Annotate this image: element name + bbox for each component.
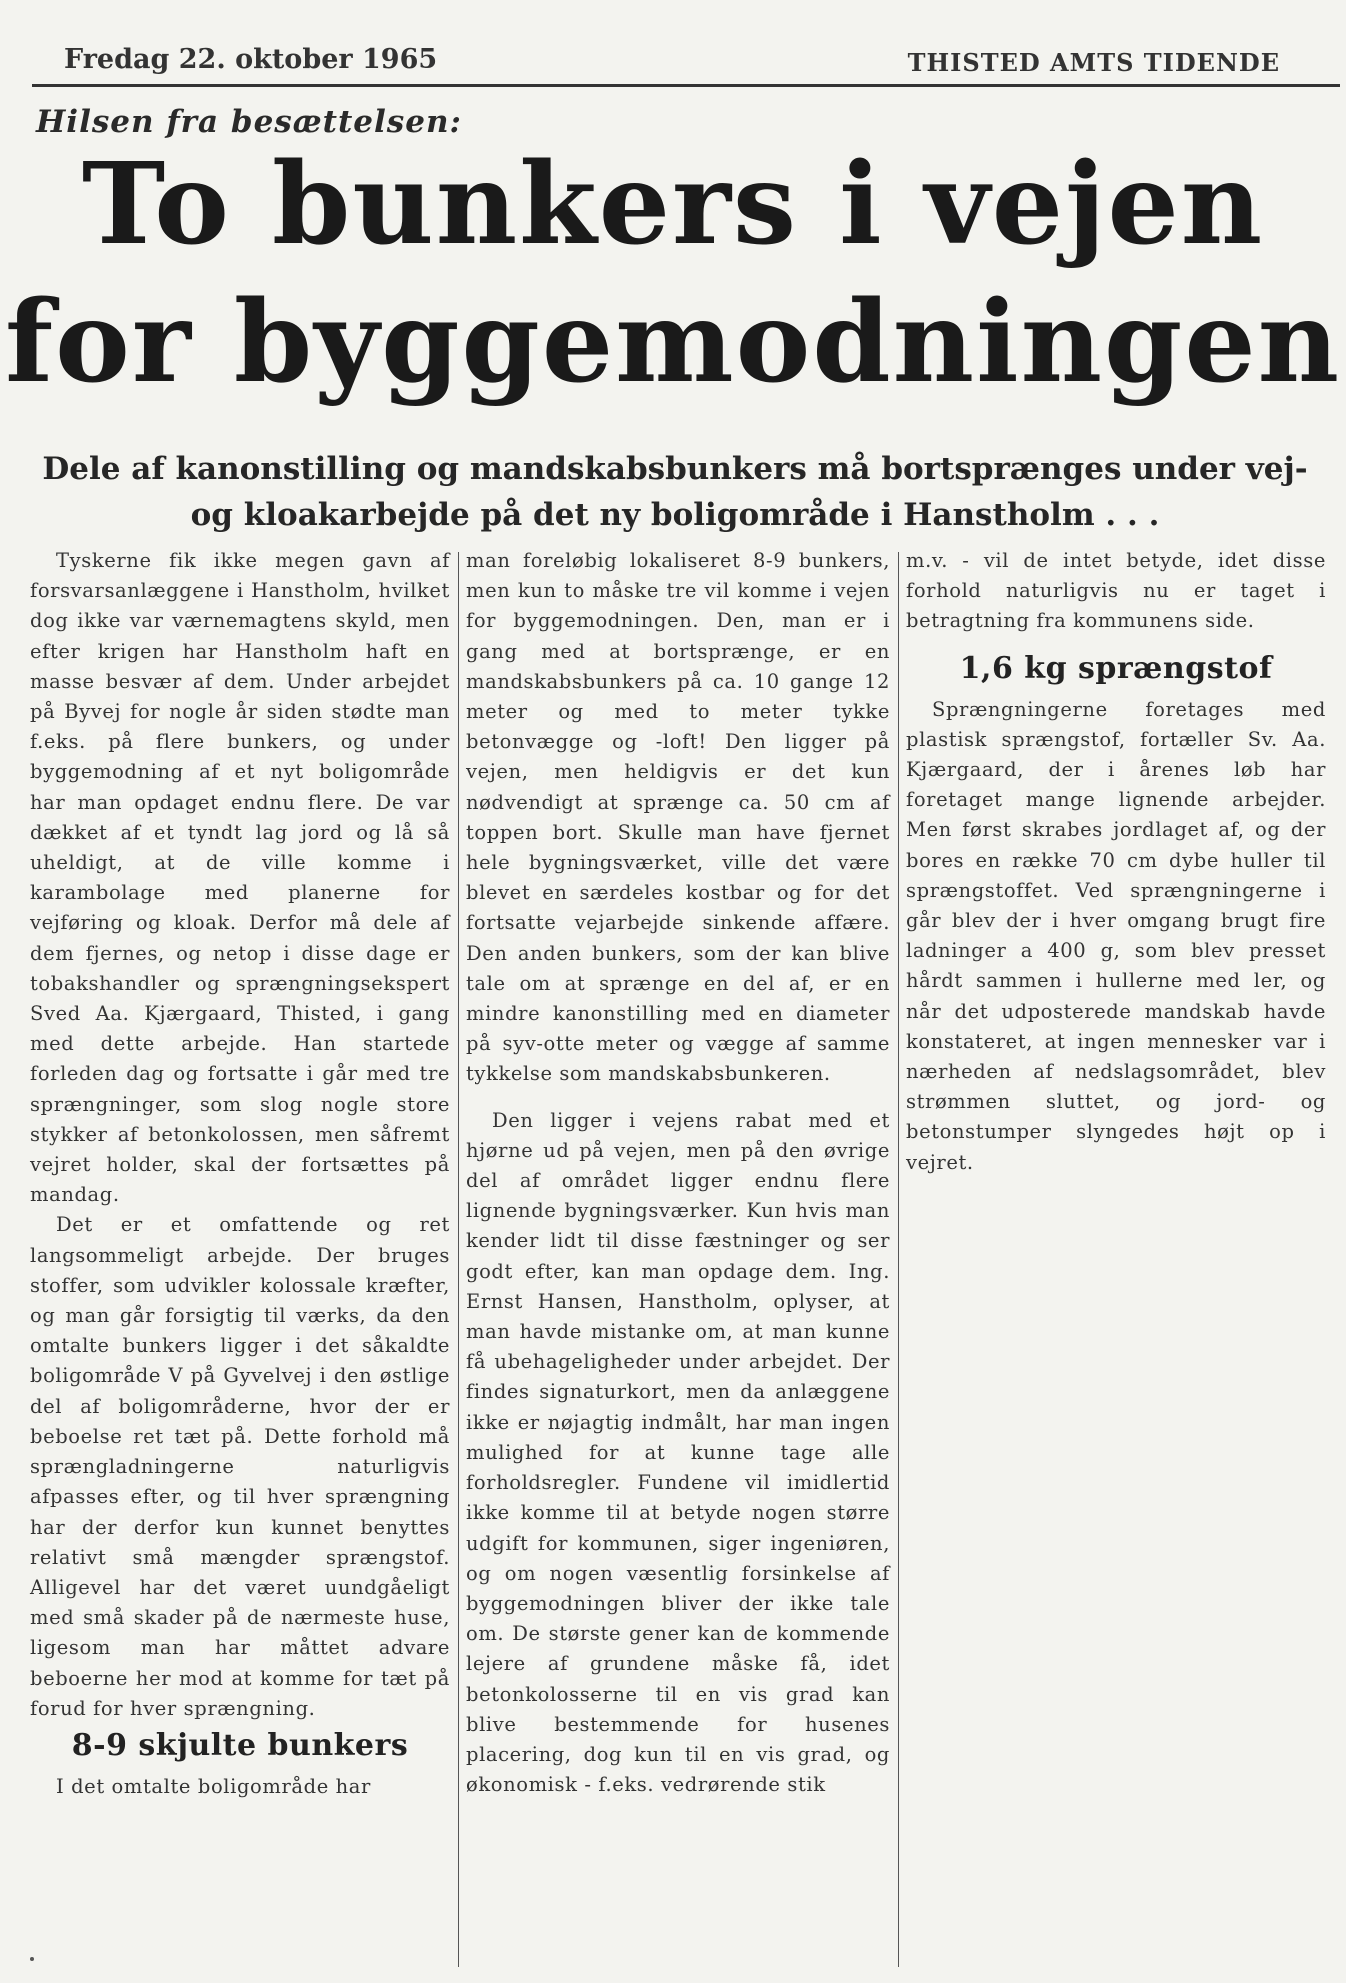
- masthead: [32, 40, 1340, 87]
- newspaper-name: THISTED AMTS TIDENDE: [907, 48, 1280, 77]
- subheading: 8-9 skjulte bunkers: [71, 1727, 409, 1763]
- article-column-3: [906, 546, 1326, 1178]
- article-headline: To bunkers i vejen for byggemodningen: [4, 139, 1342, 408]
- column-divider: [898, 552, 899, 1967]
- paragraph: I det omtalte boligområde har: [56, 1774, 371, 1798]
- paragraph: Den ligger i vejens rabat med et hjørne ud på vejen, men på den øvrige del af området ligger endnu flere lignende bygningsværker. Kun hvis man kender lidt til disse fæstninger og ser godt efter, kan man opdage dem. Ing. Ernst Hansen, Hanstholm, oplyser, at man havde mistanke om, at man kunne få ubehageligheder under arbejdet. Der findes signaturkort, men da anlæggene ikke er nøjagtig indmålt, har man ingen mulighed for at kunne tage alle forholdsregler. Fundene vil imidlertid ikke komme til at betyde nogen større udgift for kommunen, siger ingeniøren, og om nogen væsentlig forsinkelse af byggemodningen bliver der ikke tale om. De største gener kan de kommende lejere af grundene måske få, idet betonkolosserne til en vis grad kan blive bestemmende for husenes placering, dog kun til en vis grad, og økonomisk - f.eks. vedrørende stik: [466, 1108, 890, 1797]
- issue-date: Fredag 22. oktober 1965: [64, 44, 438, 75]
- print-speck: [30, 1957, 34, 1961]
- paragraph: man foreløbig lokaliseret 8-9 bunkers, men kun to måske tre vil komme i vejen for byggemodningen. Den, man er i gang med at bortsprænge, er en mandskabsbunkers på ca. 10 gange 12 meter og med to meter tykke betonvægge og -loft! Den ligger på vejen, men heldigvis er det kun nødvendigt at sprænge ca. 50 cm af toppen bort. Skulle man have fjernet hele bygningsværket, ville det være blevet en særdeles kostbar og for det fortsatte vejarbejde sinkende affære. Den anden bunkers, som der kan blive tale om at sprænge en del af, er en mindre kanonstilling med en diameter på syv-otte meter og vægge af samme tykkelse som mandskabsbunkeren.: [466, 549, 890, 1086]
- article-kicker: Hilsen fra besættelsen:: [36, 104, 462, 140]
- column-divider: [458, 552, 459, 1967]
- article-column-1: [30, 546, 450, 1966]
- article-column-2: [466, 546, 890, 1976]
- subheading: 1,6 kg sprængstof: [959, 650, 1273, 686]
- paragraph: Tyskerne fik ikke megen gavn af forsvarsanlæggene i Hanstholm, hvilket dog ikke var værnemagtens skyld, men efter krigen har Hanstholm haft en masse besvær af dem. Under arbejdet på Byvej for nogle år siden stødte man f.eks. på flere bunkers, og under byggemodning af et nyt boligområde har man opdaget endnu flere. De var dækket af et tyndt lag jord og lå så uheldigt, at de ville komme i karambolage med planerne for vejføring og kloak. Derfor må dele af dem fjernes, og netop i disse dage er tobakshandler og sprængningsekspert Sved Aa. Kjærgaard, Thisted, i gang med dette arbejde. Han startede forleden dag og fortsatte i går med tre sprængninger, som slog nogle store stykker af betonkolossen, men såfremt vejret holder, skal der fortsættes på mandag.: [30, 549, 450, 1207]
- paragraph: Sprængningerne foretages med plastisk sprængstof, fortæller Sv. Aa. Kjærgaard, der i årenes løb har foretaget mange lignende arbejder. Men først skrabes jordlaget af, og der bores en række 70 cm dybe huller til sprængstoffet. Ved sprængningerne i går blev der i hver omgang brugt fire ladninger a 400 g, som blev presset hårdt sammen i hullerne med ler, og når det udposterede mandskab havde konstateret, at ingen mennesker var i nærheden af nedslagsområdet, blev strømmen sluttet, og jord- og betonstumper slyngedes højt op i vejret.: [906, 697, 1326, 1174]
- paragraph: Det er et omfattende og ret langsommeligt arbejde. Der bruges stoffer, som udvikler kolossale kræfter, og man går forsigtig til værks, da den omtalte bunkers ligger i det såkaldte boligområde V på Gyvelvej i den østlige del af boligområderne, hvor der er beboelse ret tæt på. Dette forhold må sprængladningerne naturligvis afpasses efter, og til hver sprængning har der derfor kun kunnet benyttes relativt små mængder sprængstof. Alligevel har det været uundgåeligt med små skader på de nærmeste huse, ligesom man har måttet advare beboerne her mod at komme for tæt på forud for hver sprængning.: [30, 1213, 450, 1720]
- paragraph: m.v. - vil de intet betyde, idet disse forhold naturligvis nu er taget i betragtning fra kommunens side.: [906, 549, 1326, 633]
- article-deck: Dele af kanonstilling og mandskabsbunkers må bortsprænges under vej- og kloakarbejde på det ny boligområde i Hanstholm . . .: [42, 451, 1308, 533]
